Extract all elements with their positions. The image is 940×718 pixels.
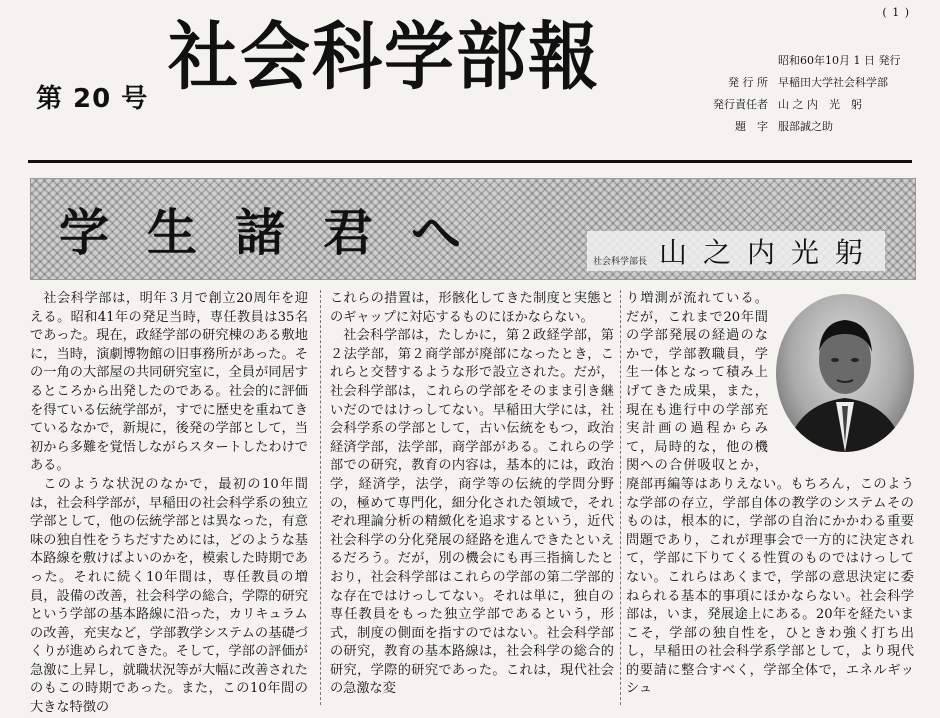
pubinfo-value: 服部誠之助	[778, 120, 833, 133]
pubinfo-row	[706, 72, 900, 94]
pubinfo-value: 早稲田大学社会科学部	[778, 76, 888, 89]
pubinfo-label	[706, 50, 768, 72]
issue-number: 第 20 号	[36, 84, 149, 114]
paragraph: り増測が流れている。だが，これまで20年間の学部発展の経過のなかで，学部教職員，学生一体となって積み上げてきた成果，また，現在も進行中の学部充実計画の過程からみて，局時的な，他の機関への合併吸収とか，廃部再編等はありえない。もちろん，このような学部の存立，学部自体の教学のシステムそのものは，根本的に，学部の自治にかかわる重要問題であり，これが理事会で一方的に決定されて，学部に下りてくる性質のものではけっしてない。これらはあくまで，学部の意思決定に委ねられる基本的事項にほかならない。社会科学部は，いま，発展途上にある。20年を経たいまこそ，学部の独自性を，ひときわ強く打ち出し，早稲田の社会科学系学部として，より現代的要請に整合すべく，学部全体で，エネルギッシュ	[626, 291, 914, 697]
column-divider	[320, 290, 321, 705]
paragraph: これらの措置は，形骸化してきた制度と実態とのギャップに対応するものにほかならない。	[330, 291, 614, 325]
pubinfo-value: 昭和60年10月 1 日 発行	[778, 54, 901, 67]
paragraph: このような状況のなかで，最初の10年間は，社会科学部が，早稲田の社会科学系の独立学部として，他の伝統学部とは異なった，有意味の独自性をうちだすためには，どのような基本路線を敷けばよいのかを，模索した時期であった。それに続く10年間は，専任教員の増員，設備の改善，社会科学の総合，学際的研究という学部の基本路線に沿った，カリキュラムの改善，充実など，学部教学システムの基礎づくりが進められてきた。そして，学部の評価が急激に上昇し，就職状況等が大幅に改善されたのもこの時期であった。また，この10年間の大きな特徴の	[30, 476, 308, 716]
pubinfo-label: 発 行 所	[728, 76, 768, 89]
pubinfo-row	[706, 94, 900, 116]
paragraph: 社会科学部は，たしかに，第２政経学部，第２法学部，第２商学部が廃部になったとき，これらと交替するような形で設立された。だが，社会科学部は，これらの学部をそのまま引き継いだのではけっしてない。早稲田大学には，社会科学系の学部として，古い伝統をもつ，政治経済学部，法学部，商学部がある。これらの学部での研究，教育の内容は，基本的には，政治学，経済学，法学，商学等の伝統的学問分野の，極めて専門化，細分化された領域で，それぞれ理論分析の精緻化を追求するという，近代社会科学の分化発展の経路を進んできたといえるだろう。だが，別の機会にも再三指摘したとおり，社会科学部はこれらの学部の第二学部的な存在ではけっしてない。それは単に，独自の専任教員をもった独立学部であるという，形式，制度の側面を指すのではない。社会科学部の研究，教育の基本路線は，社会科学の総合的研究，学際的研究であった。これは，現代社会の急激な変	[330, 328, 614, 697]
portrait-icon	[776, 294, 914, 452]
pubinfo-label: 題 字	[735, 120, 768, 133]
pubinfo-value: 山 之 内 光 躬	[778, 98, 862, 111]
masthead-title: 社会科学部報	[168, 12, 600, 101]
article-column-3	[626, 290, 914, 699]
article-column-1	[30, 290, 308, 718]
header-rule	[28, 160, 912, 163]
pubinfo-row	[706, 50, 900, 72]
paragraph: 社会科学部は，明年３月で創立20周年を迎える。昭和41年の発足当時，専任教員は35名であった。現在，政経学部の研究棟のある敷地に，当時，演劇博物館の旧事務所があった。その一角の大部屋の共同研究室に，全員が同居するところから出発したのである。社会的に評価を得ている伝統学部が，すでに歴史を重ねてきているなかで，新規に，後発の学部として，当初から多難を覚悟しながらスタートしたわけである。	[30, 291, 308, 474]
article-column-2	[330, 290, 614, 699]
page-number: ( 1 )	[882, 6, 910, 19]
column-divider	[620, 290, 621, 705]
article-banner	[30, 178, 916, 280]
publication-info	[706, 50, 900, 138]
author-portrait	[776, 294, 914, 452]
pubinfo-label: 発行責任者	[713, 98, 768, 111]
author-name: 山之内光躬	[658, 236, 879, 269]
article-title: 学生諸君へ	[59, 203, 499, 262]
article-byline	[587, 231, 885, 271]
author-role: 社会科学部長	[592, 257, 647, 267]
pubinfo-row	[706, 116, 900, 138]
